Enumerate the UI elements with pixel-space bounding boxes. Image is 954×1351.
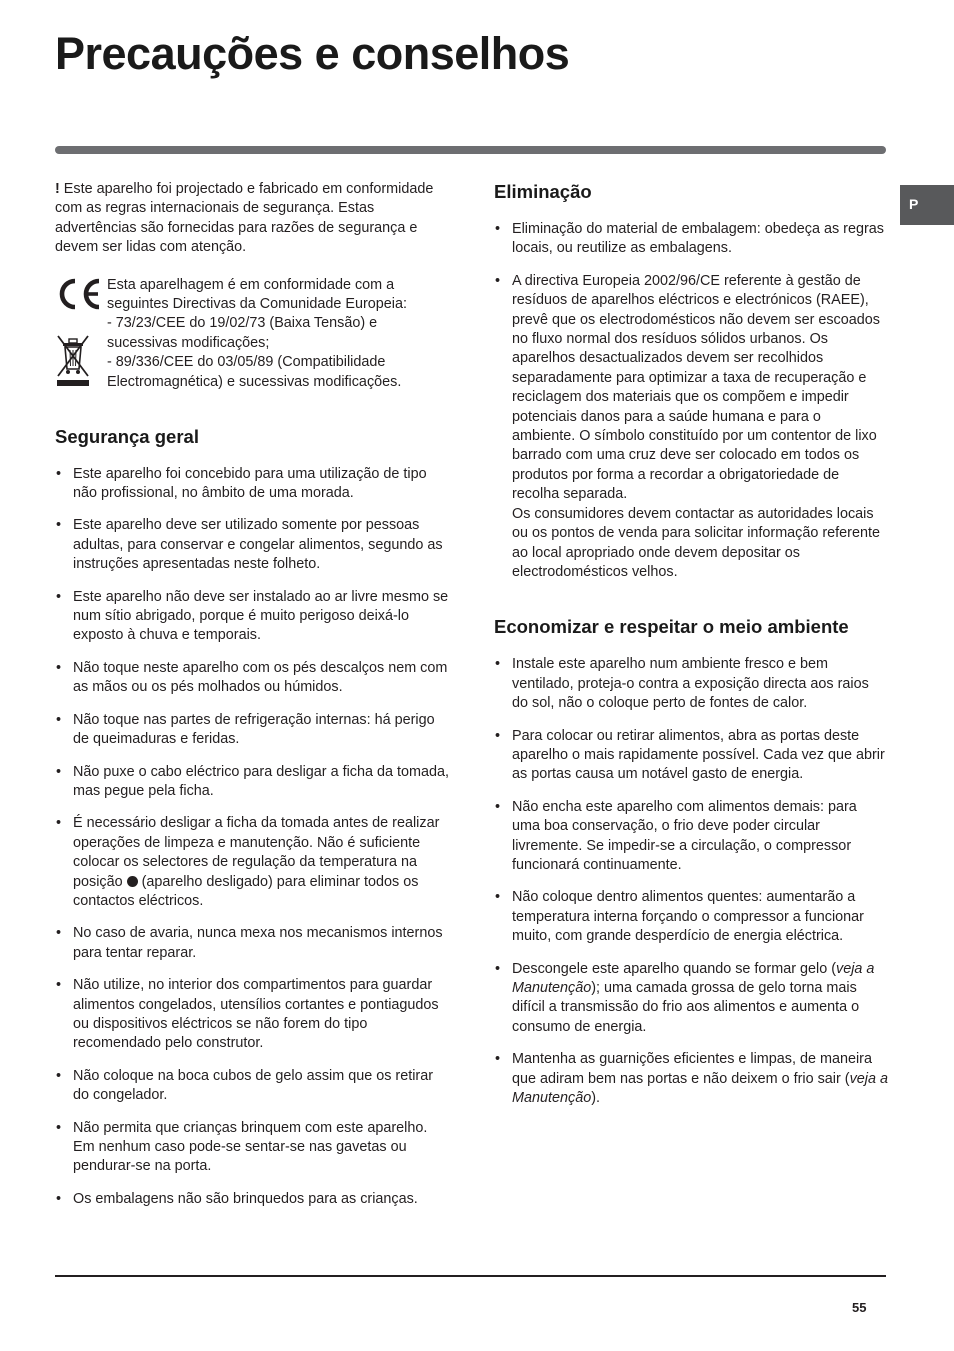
list-item: • Não puxe o cabo eléctrico para desligar a ficha da tomada, mas pegue pela ficha. [55, 763, 450, 802]
list-item: • Eliminação do material de embalagem: obedeça as regras locais, ou reutilize as embalagens. [494, 220, 888, 259]
list-item: • Não encha este aparelho com alimentos demais: para uma boa conservação, o frio deve poder circular livremente. Se impedir-se a circulação, o compressor funcionará continuamente. [494, 798, 888, 876]
manual-reference: veja a Manutenção [512, 1070, 888, 1107]
ce-text [107, 276, 450, 392]
off-position-icon [127, 876, 138, 887]
list-item-text: (aparelho desligado) para eliminar todos os contactos eléctricos. [73, 873, 419, 909]
seguranca-list [55, 465, 450, 1210]
page-title: Precauções e conselhos [55, 28, 570, 79]
list-item-text: É necessário desligar a ficha da tomada antes de realizar operações de limpeza e manutenção. Não é suficiente colocar os selectores de regulação da temperatura na posição [73, 815, 440, 890]
right-column [494, 180, 888, 1121]
ce-line: - 89/336/CEE do 03/05/89 (Compatibilidade Electromagnética) e sucessivas modificações. [107, 354, 402, 390]
left-column [55, 180, 450, 1222]
section-heading-eliminacao: Eliminação [494, 181, 592, 202]
list-item [55, 814, 450, 911]
section-heading-seguranca: Segurança geral [55, 425, 199, 447]
list-item-text: ); uma camada grossa de gelo torna mais difícil a transmissão do frio aos alimentos e aumenta o consumo de energia. [512, 980, 860, 1035]
list-item: • Não utilize, no interior dos compartimentos para guardar alimentos congelados, utensílios cortantes e pontiagudos ou dispositivos eléctricos se não forem do tipo recomendado pelo construtor. [55, 976, 450, 1054]
list-item: • Este aparelho deve ser utilizado somente por pessoas adultas, para conservar e congelar alimentos, segundo as instruções apresentadas neste folheto. [55, 516, 450, 574]
safety-intro [55, 180, 450, 258]
list-item: • Este aparelho não deve ser instalado ao ar livre mesmo se num sítio abrigado, porque é muito perigoso deixá-lo exposto à chuva e temporais. [55, 588, 450, 646]
crossed-bin-icon [55, 333, 91, 389]
ce-logos [55, 276, 103, 389]
economizar-list [494, 655, 888, 1108]
footer-rule [55, 1275, 886, 1277]
list-item: • Não coloque na boca cubos de gelo assim que os retirar do congelador. [55, 1067, 450, 1106]
ce-line: Esta aparelhagem é em conformidade com a seguintes Directivas da Comunidade Europeia: [107, 276, 407, 313]
eliminacao-list [494, 220, 888, 582]
section-heading-economizar: Economizar e respeitar o meio ambiente [494, 616, 849, 638]
list-item [494, 1050, 888, 1108]
language-tab: P [900, 185, 954, 225]
list-item-text: A directiva Europeia 2002/96/CE referente à gestão de resíduos de aparelhos eléctricos e electrónicos (RAEE), prevê que os electrodomésticos não devem ser escoados no fluxo normal dos resíduos sólidos urbanos. Os aparelhos desactualizados devem ser recolhidos separadamente para optimizar a taxa de recuperação e reciclagem dos materiais que os compõem e impedir potenciais danos para a saúde humana e para o ambiente. O símbolo constituído por um contentor de lixo barrado com uma cruz deve ser colocado em todos os produtos por forma a recordar a obrigatoriedade de recolha separada. [512, 272, 880, 503]
list-item: • Os embalagens não são brinquedos para as crianças. [55, 1190, 450, 1209]
ce-mark-icon [55, 276, 103, 312]
list-item: • Instale este aparelho num ambiente fresco e bem ventilado, proteja-o contra a exposição directa aos raios do sol, não o coloque perto de fontes de calor. [494, 655, 888, 713]
title-rule [55, 146, 886, 154]
manual-reference: veja a Manutenção [512, 960, 875, 996]
safety-intro-text: Este aparelho foi projectado e fabricado em conformidade com as regras internacionais de segurança. Estas advertências são fornecidas para razões de segurança e devem ser lidas com atenção. [55, 181, 434, 256]
list-item-text: ). [591, 1090, 601, 1107]
ce-line: - 73/23/CEE do 19/02/73 (Baixa Tensão) e sucessivas modificações; [107, 315, 378, 351]
list-item [494, 272, 888, 583]
warning-mark: ! [55, 181, 60, 197]
ce-conformity-block [55, 276, 450, 396]
list-item: • Não toque nas partes de refrigeração internas: há perigo de queimaduras e feridas. [55, 711, 450, 750]
list-item: • No caso de avaria, nunca mexa nos mecanismos internos para tentar reparar. [55, 924, 450, 963]
list-item: • Não toque neste aparelho com os pés descalços nem com as mãos ou os pés molhados ou húmidos. [55, 659, 450, 698]
list-item-text: Descongele este aparelho quando se formar gelo ( [512, 960, 836, 977]
list-item-text: Os consumidores devem contactar as autoridades locais ou os pontos de venda para solicitar informação referente ao local apropriado onde devem depositar os electrodomésticos velhos. [512, 505, 880, 580]
list-item: • Não permita que crianças brinquem com este aparelho. Em nenhum caso pode-se sentar-se nas gavetas ou pendurar-se na porta. [55, 1119, 450, 1177]
list-item-text: Mantenha as guarnições eficientes e limpas, de maneira que adiram bem nas portas e não deixem o frio sair ( [512, 1051, 872, 1087]
list-item [494, 960, 888, 1038]
list-item: • Não coloque dentro alimentos quentes: aumentarão a temperatura interna forçando o compressor a funcionar muito, com grande desperdício de energia eléctrica. [494, 888, 888, 946]
list-item: • Este aparelho foi concebido para uma utilização de tipo não profissional, no âmbito de uma morada. [55, 465, 450, 504]
page-number: 55 [852, 1300, 867, 1315]
list-item: • Para colocar ou retirar alimentos, abra as portas deste aparelho o mais rapidamente possível. Cada vez que abrir as portas causa um notável gasto de energia. [494, 727, 888, 785]
